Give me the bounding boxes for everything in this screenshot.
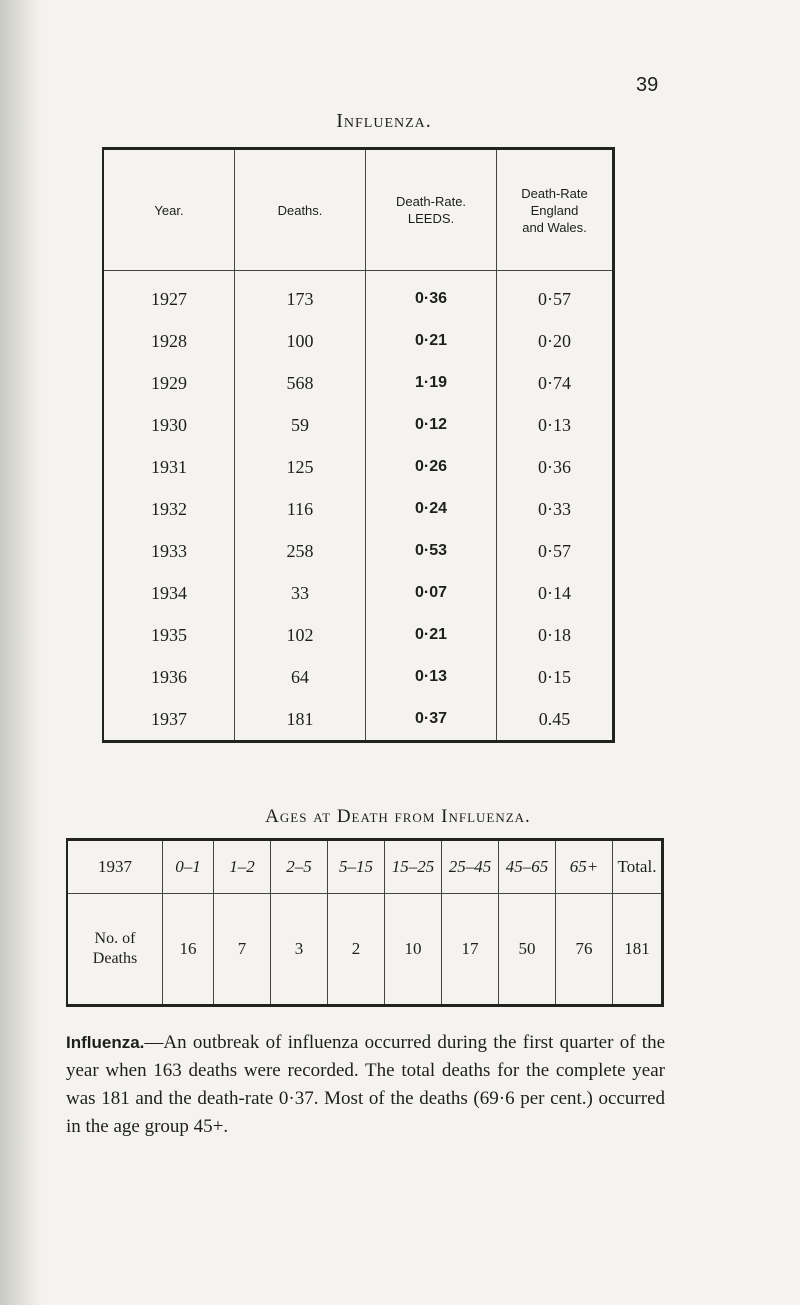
england-wales-rate-cell: 0.45 [497, 698, 614, 742]
leeds-rate-header-line1: Death-Rate. [395, 194, 467, 209]
leeds-rate-cell: 0·13 [366, 656, 497, 698]
deaths-cell: 100 [235, 320, 366, 362]
table-row [103, 656, 614, 698]
col-header-leeds-rate [366, 149, 497, 271]
england-wales-rate-cell: 0·57 [497, 271, 614, 321]
england-wales-rate-cell: 0·74 [497, 362, 614, 404]
deaths-cell: 102 [235, 614, 366, 656]
ages-deaths-row [67, 894, 663, 1006]
leeds-rate-cell: 0·07 [366, 572, 497, 614]
year-cell: 1936 [151, 666, 187, 687]
deaths-cell: 258 [235, 530, 366, 572]
year-cell: 1928 [151, 330, 187, 351]
leeds-rate-cell: 0·21 [366, 320, 497, 362]
ages-header-row [67, 840, 663, 894]
year-cell: 1937 [151, 708, 187, 729]
total-header: Total. [613, 840, 663, 894]
age-group-deaths: 76 [556, 894, 613, 1006]
age-group-deaths: 10 [385, 894, 442, 1006]
age-group-header: 0–1 [163, 840, 214, 894]
col-header-deaths: Deaths. [235, 149, 366, 271]
year-cell: 1929 [151, 372, 187, 393]
year-cell: 1930 [151, 414, 187, 435]
table-row [103, 271, 614, 321]
age-group-deaths: 17 [442, 894, 499, 1006]
england-wales-rate-cell: 0·36 [497, 446, 614, 488]
england-wales-rate-cell: 0·57 [497, 530, 614, 572]
year-cell: 1931 [151, 456, 187, 477]
ew-rate-header-line1: Death-Rate [521, 185, 588, 201]
year-cell: 1934 [151, 582, 187, 603]
ages-row-label-line1: No. of [94, 930, 136, 947]
ages-table-title: Ages at Death from Influenza. [265, 806, 531, 827]
deaths-cell: 568 [235, 362, 366, 404]
table-row [103, 698, 614, 742]
england-wales-rate-cell: 0·15 [497, 656, 614, 698]
england-wales-rate-cell: 0·20 [497, 320, 614, 362]
england-wales-rate-cell: 0·18 [497, 614, 614, 656]
deaths-cell: 173 [235, 271, 366, 321]
table-row [103, 320, 614, 362]
total-deaths: 181 [613, 894, 663, 1006]
leeds-rate-cell: 0·37 [366, 698, 497, 742]
age-group-deaths: 50 [499, 894, 556, 1006]
year-cell: 1927 [151, 288, 187, 309]
ew-rate-header-line2: England [530, 202, 579, 218]
age-group-header: 25–45 [442, 840, 499, 894]
table-row [103, 488, 614, 530]
age-group-header: 65+ [556, 840, 613, 894]
age-group-header: 5–15 [328, 840, 385, 894]
leeds-rate-cell: 0·21 [366, 614, 497, 656]
paragraph-lead: Influenza. [66, 1033, 145, 1052]
table-header-row [103, 149, 614, 271]
ages-row-label [67, 894, 163, 1006]
table-row [103, 572, 614, 614]
leeds-rate-cell: 0·12 [366, 404, 497, 446]
leeds-rate-header-line2: LEEDS. [407, 211, 455, 226]
ages-year-cell: 1937 [67, 840, 163, 894]
leeds-rate-cell: 0·26 [366, 446, 497, 488]
age-group-deaths: 7 [214, 894, 271, 1006]
age-group-deaths: 2 [328, 894, 385, 1006]
age-group-deaths: 16 [163, 894, 214, 1006]
ages-row-label-line2: Deaths [92, 950, 138, 967]
table-row [103, 614, 614, 656]
col-header-england-wales-rate [497, 149, 614, 271]
deaths-cell: 59 [235, 404, 366, 446]
influenza-rates-table [102, 147, 615, 743]
leeds-rate-cell: 0·36 [366, 271, 497, 321]
deaths-cell: 33 [235, 572, 366, 614]
age-group-header: 2–5 [271, 840, 328, 894]
deaths-cell: 181 [235, 698, 366, 742]
leeds-rate-cell: 0·24 [366, 488, 497, 530]
section-title: Influenza. [336, 110, 432, 132]
england-wales-rate-cell: 0·33 [497, 488, 614, 530]
influenza-paragraph [66, 1029, 665, 1141]
table-row [103, 362, 614, 404]
ew-rate-header-line3: and Wales. [522, 219, 587, 235]
page-number: 39 [636, 74, 659, 96]
leeds-rate-cell: 1·19 [366, 362, 497, 404]
table-row [103, 404, 614, 446]
leeds-rate-cell: 0·53 [366, 530, 497, 572]
page-gutter-shadow [0, 0, 42, 1305]
age-group-deaths: 3 [271, 894, 328, 1006]
deaths-cell: 116 [235, 488, 366, 530]
rates-table-body [103, 271, 614, 742]
year-cell: 1935 [151, 624, 187, 645]
england-wales-rate-cell: 0·13 [497, 404, 614, 446]
year-cell: 1932 [151, 498, 187, 519]
ages-at-death-table [66, 838, 664, 1007]
deaths-cell: 125 [235, 446, 366, 488]
col-header-year: Year. [103, 149, 235, 271]
paragraph-body: —An outbreak of influenza occurred during the first quarter of the year when 163 deaths were recorded. The total deaths for the complete year was 181 and the death-rate 0·37. Most of the deaths (69·6 per cent.) occurred in the age group 45+. [66, 1032, 665, 1137]
deaths-cell: 64 [235, 656, 366, 698]
table-row [103, 446, 614, 488]
age-group-header: 45–65 [499, 840, 556, 894]
age-group-header: 1–2 [214, 840, 271, 894]
england-wales-rate-cell: 0·14 [497, 572, 614, 614]
age-group-header: 15–25 [385, 840, 442, 894]
year-cell: 1933 [151, 540, 187, 561]
table-row [103, 530, 614, 572]
